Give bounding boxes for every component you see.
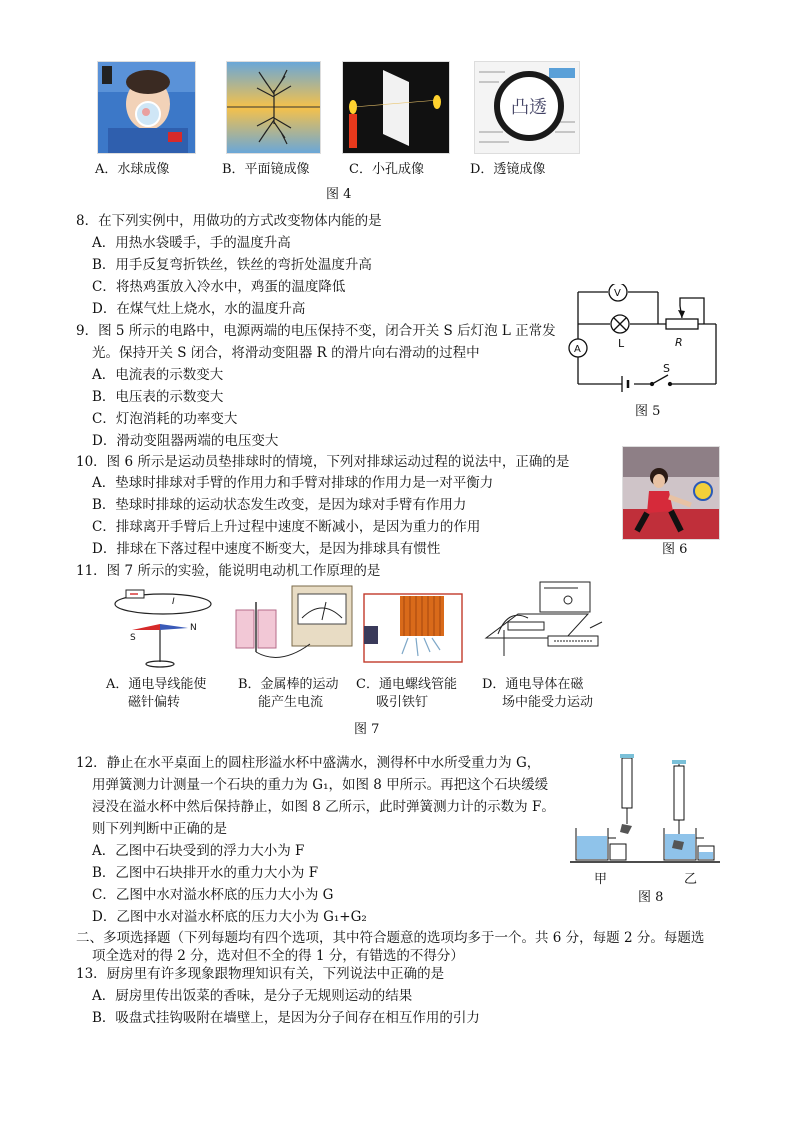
fig7-caption-b-line2: 能产生电流 [258, 695, 324, 710]
water-ball-image [97, 61, 196, 154]
fig7-caption-c-line2: 吸引铁钉 [376, 695, 429, 710]
q12-option-b: B．乙图中石块排开水的重力大小为 F [92, 865, 319, 881]
ammeter-symbol: A [574, 344, 581, 355]
fig4-label: 图 4 [326, 187, 352, 202]
q9-option-a: A．电流表的示数变大 [92, 367, 224, 383]
rheostat-label: R [675, 336, 683, 349]
fig7-a-i-label: I [172, 597, 175, 607]
section2-title-line1: 二、多项选择题（下列每题均有四个选项，其中符合题意的选项均多于一个。共 6 分，每题 2 分。每题选 [76, 930, 705, 946]
fig7-label: 图 7 [354, 722, 380, 737]
fig7-caption-d-line2: 场中能受力运动 [502, 695, 594, 710]
q9-stem-line1: 9．图 5 所示的电路中，电源两端的电压保持不变，闭合开关 S 后灯泡 L 正常发 [76, 323, 556, 339]
fig4-caption-b: B．平面镜成像 [222, 162, 310, 177]
fig7-a-s-label: S [130, 633, 136, 643]
fig7-d-motor [478, 578, 608, 668]
fig7-caption-a-line1: A．通电导线能使 [106, 677, 207, 692]
fig7-caption-a-line2: 磁针偏转 [128, 695, 181, 710]
q12-line3: 浸没在溢水杯中然后保持静止，如图 8 乙所示，此时弹簧测力计的示数为 F。 [92, 799, 555, 815]
q9-option-c: C．灯泡消耗的功率变大 [92, 411, 238, 427]
fig7-caption-b-line1: B．金属棒的运动 [238, 677, 339, 692]
lens-image [474, 61, 580, 154]
switch-label: S [663, 362, 670, 375]
q10-option-d: D．排球在下落过程中速度不断变大，是因为排球具有惯性 [92, 541, 441, 557]
pinhole-image [342, 61, 450, 154]
lamp-label: L [618, 337, 625, 350]
section2-title-line2: 项全选对的得 2 分，选对但不全的得 1 分，有错选的不得分） [92, 948, 464, 964]
fig7-c-solenoid [362, 590, 466, 666]
fig7-caption-d-line1: D．通电导体在磁 [482, 677, 584, 692]
circuit-diagram [568, 284, 728, 394]
fig4-caption-d: D．透镜成像 [470, 162, 546, 177]
q12-option-d: D．乙图中水对溢水杯底的压力大小为 G₁+G₂ [92, 909, 367, 925]
fig6-label: 图 6 [662, 542, 688, 557]
q11-stem: 11．图 7 所示的实验，能说明电动机工作原理的是 [76, 563, 381, 579]
q10-option-c: C．排球离开手臂后上升过程中速度不断减小，是因为重力的作用 [92, 519, 481, 535]
q12-option-c: C．乙图中水对溢水杯底的压力大小为 G [92, 887, 334, 903]
fig8-label: 图 8 [638, 890, 664, 905]
q13-option-b: B．吸盘式挂钩吸附在墙壁上，是因为分子间存在相互作用的引力 [92, 1010, 480, 1026]
q8-option-c: C．将热鸡蛋放入冷水中，鸡蛋的温度降低 [92, 279, 346, 295]
plane-mirror-image [226, 61, 321, 154]
fig7-a-n-label: N [190, 623, 197, 633]
q8-option-b: B．用手反复弯折铁丝，铁丝的弯折处温度升高 [92, 257, 372, 273]
q13-stem: 13．厨房里有许多现象跟物理知识有关，下列说法中正确的是 [76, 966, 445, 982]
volleyball-player-image [622, 446, 720, 540]
q12-line1: 12．静止在水平桌面上的圆柱形溢水杯中盛满水，测得杯中水所受重力为 G， [76, 755, 541, 771]
q8-stem: 8．在下列实例中，用做功的方式改变物体内能的是 [76, 213, 382, 229]
fig5-label: 图 5 [635, 404, 661, 419]
fig4-caption-a: A．水球成像 [95, 162, 170, 177]
q13-option-a: A．厨房里传出饭菜的香味，是分子无规则运动的结果 [92, 988, 413, 1004]
overflow-cup-diagram [570, 754, 720, 866]
lens-text: 凸透 [511, 97, 547, 118]
fig8-jia-label: 甲 [594, 872, 608, 887]
q10-option-b: B．垫球时排球的运动状态发生改变，是因为球对手臂有作用力 [92, 497, 467, 513]
q10-option-a: A．垫球时排球对手臂的作用力和手臂对排球的作用力是一对平衡力 [92, 475, 494, 491]
q9-option-d: D．滑动变阻器两端的电压变大 [92, 433, 279, 449]
fig7-caption-c-line1: C．通电螺线管能 [356, 677, 457, 692]
q12-line2: 用弹簧测力计测量一个石块的重力为 G₁，如图 8 甲所示。再把这个石块缓缓 [92, 777, 549, 793]
fig7-a-oersted [108, 584, 218, 670]
fig4-caption-c: C．小孔成像 [349, 162, 424, 177]
q10-stem: 10．图 6 所示是运动员垫排球时的情境，下列对排球运动过程的说法中，正确的是 [76, 454, 570, 470]
fig7-b-induction [230, 582, 360, 670]
q8-option-d: D．在煤气灶上烧水，水的温度升高 [92, 301, 306, 317]
voltmeter-symbol: V [614, 288, 621, 299]
q12-line4: 则下列判断中正确的是 [92, 821, 227, 837]
q8-option-a: A．用热水袋暖手，手的温度升高 [92, 235, 291, 251]
q9-stem-line2: 光。保持开关 S 闭合，将滑动变阻器 R 的滑片向右滑动的过程中 [92, 345, 480, 361]
q12-option-a: A．乙图中石块受到的浮力大小为 F [92, 843, 305, 859]
fig8-yi-label: 乙 [684, 872, 698, 887]
q9-option-b: B．电压表的示数变大 [92, 389, 224, 405]
